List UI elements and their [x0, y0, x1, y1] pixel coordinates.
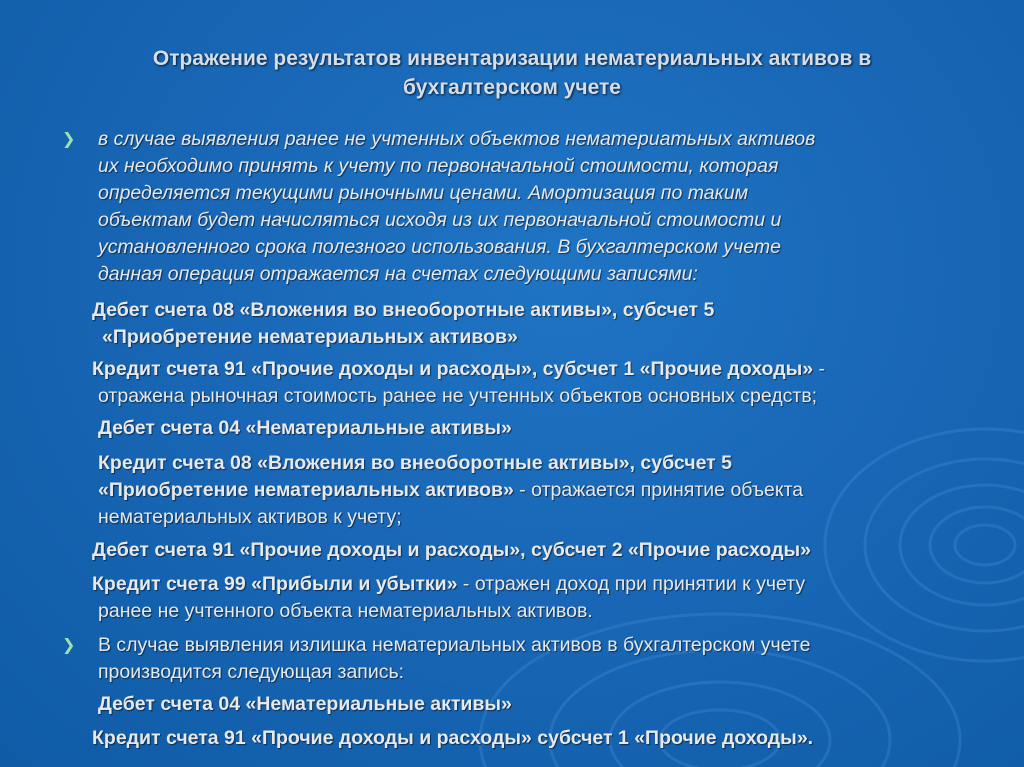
entry6-line-1-bold: Кредит счета 99 «Прибыли и убытки» — [92, 573, 458, 595]
entry7-line-1: Дебет счета 04 «Нематериальные активы» — [98, 693, 512, 715]
entry2-line-1 — [92, 356, 1024, 383]
entry8-line-1: Кредит счета 91 «Прочие доходы и расходы» субсчет 1 «Прочие доходы». — [92, 727, 814, 749]
entry4-line-1: Кредит счета 08 «Вложения во внеоборотные активы», субсчет 5 — [98, 452, 732, 474]
block2-line-1: В случае выявления излишка нематериальных активов в бухгалтерском учете — [98, 634, 811, 656]
title-line-1: Отражение результатов инвентаризации нематериальных активов в — [152, 47, 872, 70]
entry6-line-1 — [92, 571, 1024, 598]
entry4-line-3: нематериальных активов к учету; — [98, 506, 402, 528]
entry1-line-2: «Приобретение нематериальных активов» — [102, 326, 518, 348]
block1-line-2: их необходимо принять к учету по первоначальной стоимости, которая — [98, 155, 779, 177]
entry4-line-2-tail: - отражается принятие объекта — [513, 479, 804, 501]
block2-line-2: производится следующая запись: — [98, 661, 405, 683]
block1-line-5: установленного срока полезного использования. В бухгалтерском учете — [98, 236, 781, 258]
entry4-line-2 — [98, 477, 1024, 504]
entry2-line-2: отражена рыночная стоимость ранее не учтенных объектов основных средств; — [98, 385, 818, 407]
block1-line-4: объектам будет начисляться исходя из их первоначальной стоимости и — [98, 209, 782, 231]
entry6-line-2: ранее не учтенного объекта нематериальных активов. — [98, 600, 593, 622]
title-line-2: бухгалтерском учете — [403, 76, 621, 99]
block1-line-6: данная операция отражается на счетах следующими записями: — [98, 263, 698, 285]
entry5-line-1: Дебет счета 91 «Прочие доходы и расходы», субсчет 2 «Прочие расходы» — [92, 539, 811, 561]
entry2-line-1-tail: - — [813, 358, 826, 380]
entry2-line-1-bold: Кредит счета 91 «Прочие доходы и расходы», субсчет 1 «Прочие доходы» — [92, 358, 814, 380]
entry4-line-2-bold: «Приобретение нематериальных активов» — [98, 479, 514, 501]
entry6-line-1-tail: - отражен доход при принятии к учету — [457, 573, 806, 595]
chevron-right-icon: ❯ — [62, 637, 76, 654]
entry3-line-1: Дебет счета 04 «Нематериальные активы» — [98, 417, 512, 439]
block1-line-1: в случае выявления ранее не учтенных объектов нематериатьных активов — [98, 128, 816, 150]
entry1-line-1: Дебет счета 08 «Вложения во внеоборотные активы», субсчет 5 — [92, 299, 715, 321]
slide-title — [40, 44, 984, 102]
block1-line-3: определяется текущими рыночными ценами. Амортизация по таким — [98, 182, 749, 204]
chevron-right-icon: ❯ — [62, 131, 76, 148]
